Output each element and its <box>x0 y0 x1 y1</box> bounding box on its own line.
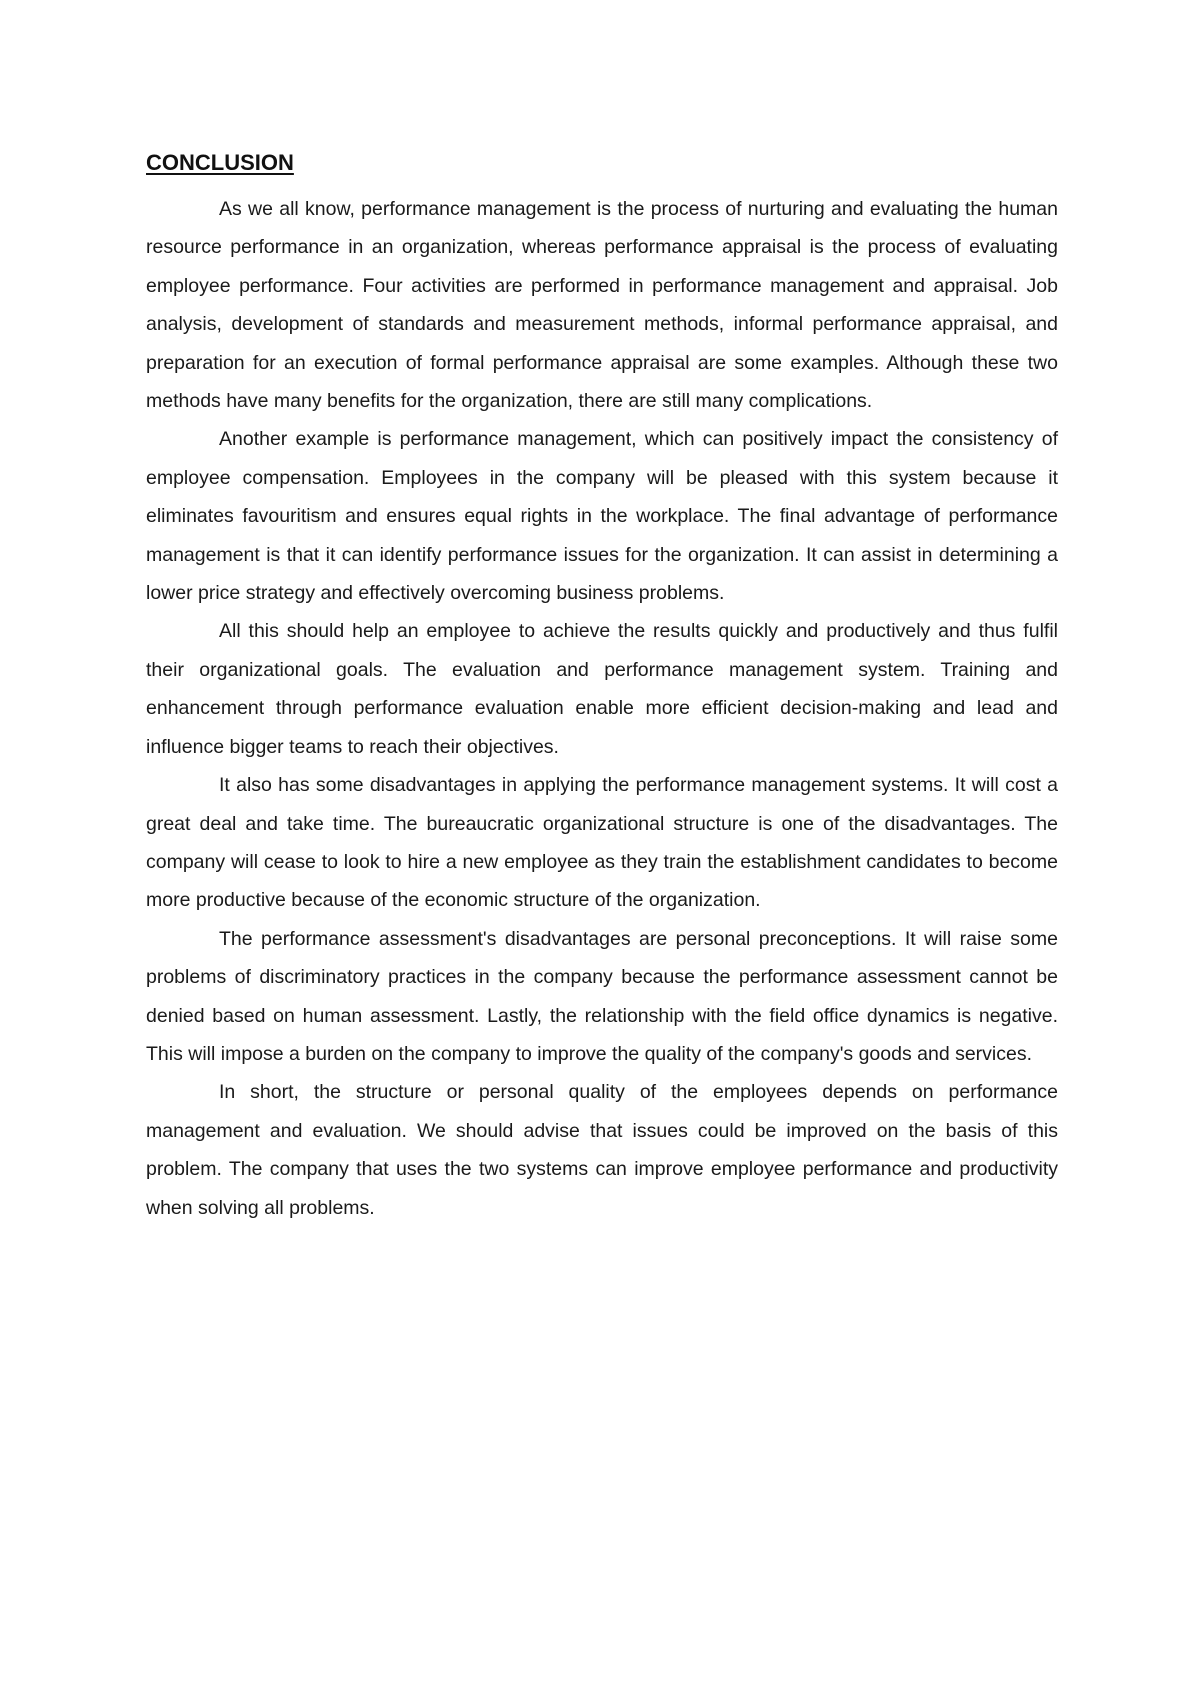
paragraph-6: In short, the structure or personal quality of the employees depends on performance management and evaluation. We should advise that issues could be improved on the basis of this problem. The company that uses the two systems can improve employee performance and productivity when solving all problems. <box>146 1081 1058 1219</box>
paragraph-5: The performance assessment's disadvantages are personal preconceptions. It will raise some problems of discriminatory practices in the company because the performance assessment cannot be denied based on human assessment. Lastly, the relationship with the field office dynamics is negative. This will impose a burden on the company to improve the quality of the company's goods and services. <box>146 927 1058 1065</box>
paragraph-4: It also has some disadvantages in applying the performance management systems. It will cost a great deal and take time. The bureaucratic organizational structure is one of the disadvantages. The company will cease to look to hire a new employee as they train the establishment candidates to become more productive because of the economic structure of the organization. <box>146 774 1058 912</box>
document-body <box>146 148 1058 1227</box>
paragraph-3: All this should help an employee to achieve the results quickly and productively and thus fulfil their organizational goals. The evaluation and performance management system. Training and enhancement through performance evaluation enable more efficient decision-making and lead and influence bigger teams to reach their objectives. <box>146 620 1058 758</box>
paragraph-1: As we all know, performance management is the process of nurturing and evaluating the human resource performance in an organization, whereas performance appraisal is the process of evaluating employee performance. Four activities are performed in performance management and appraisal. Job analysis, development of standards and measurement methods, informal performance appraisal, and preparation for an execution of formal performance appraisal are some examples. Although these two methods have many benefits for the organization, there are still many complications. <box>146 198 1058 413</box>
section-heading: CONCLUSION <box>146 150 294 175</box>
paragraph-2: Another example is performance management, which can positively impact the consistency of employee compensation. Employees in the company will be pleased with this system because it eliminates favouritism and ensures equal rights in the workplace. The final advantage of performance management is that it can identify performance issues for the organization. It can assist in determining a lower price strategy and effectively overcoming business problems. <box>146 428 1058 605</box>
